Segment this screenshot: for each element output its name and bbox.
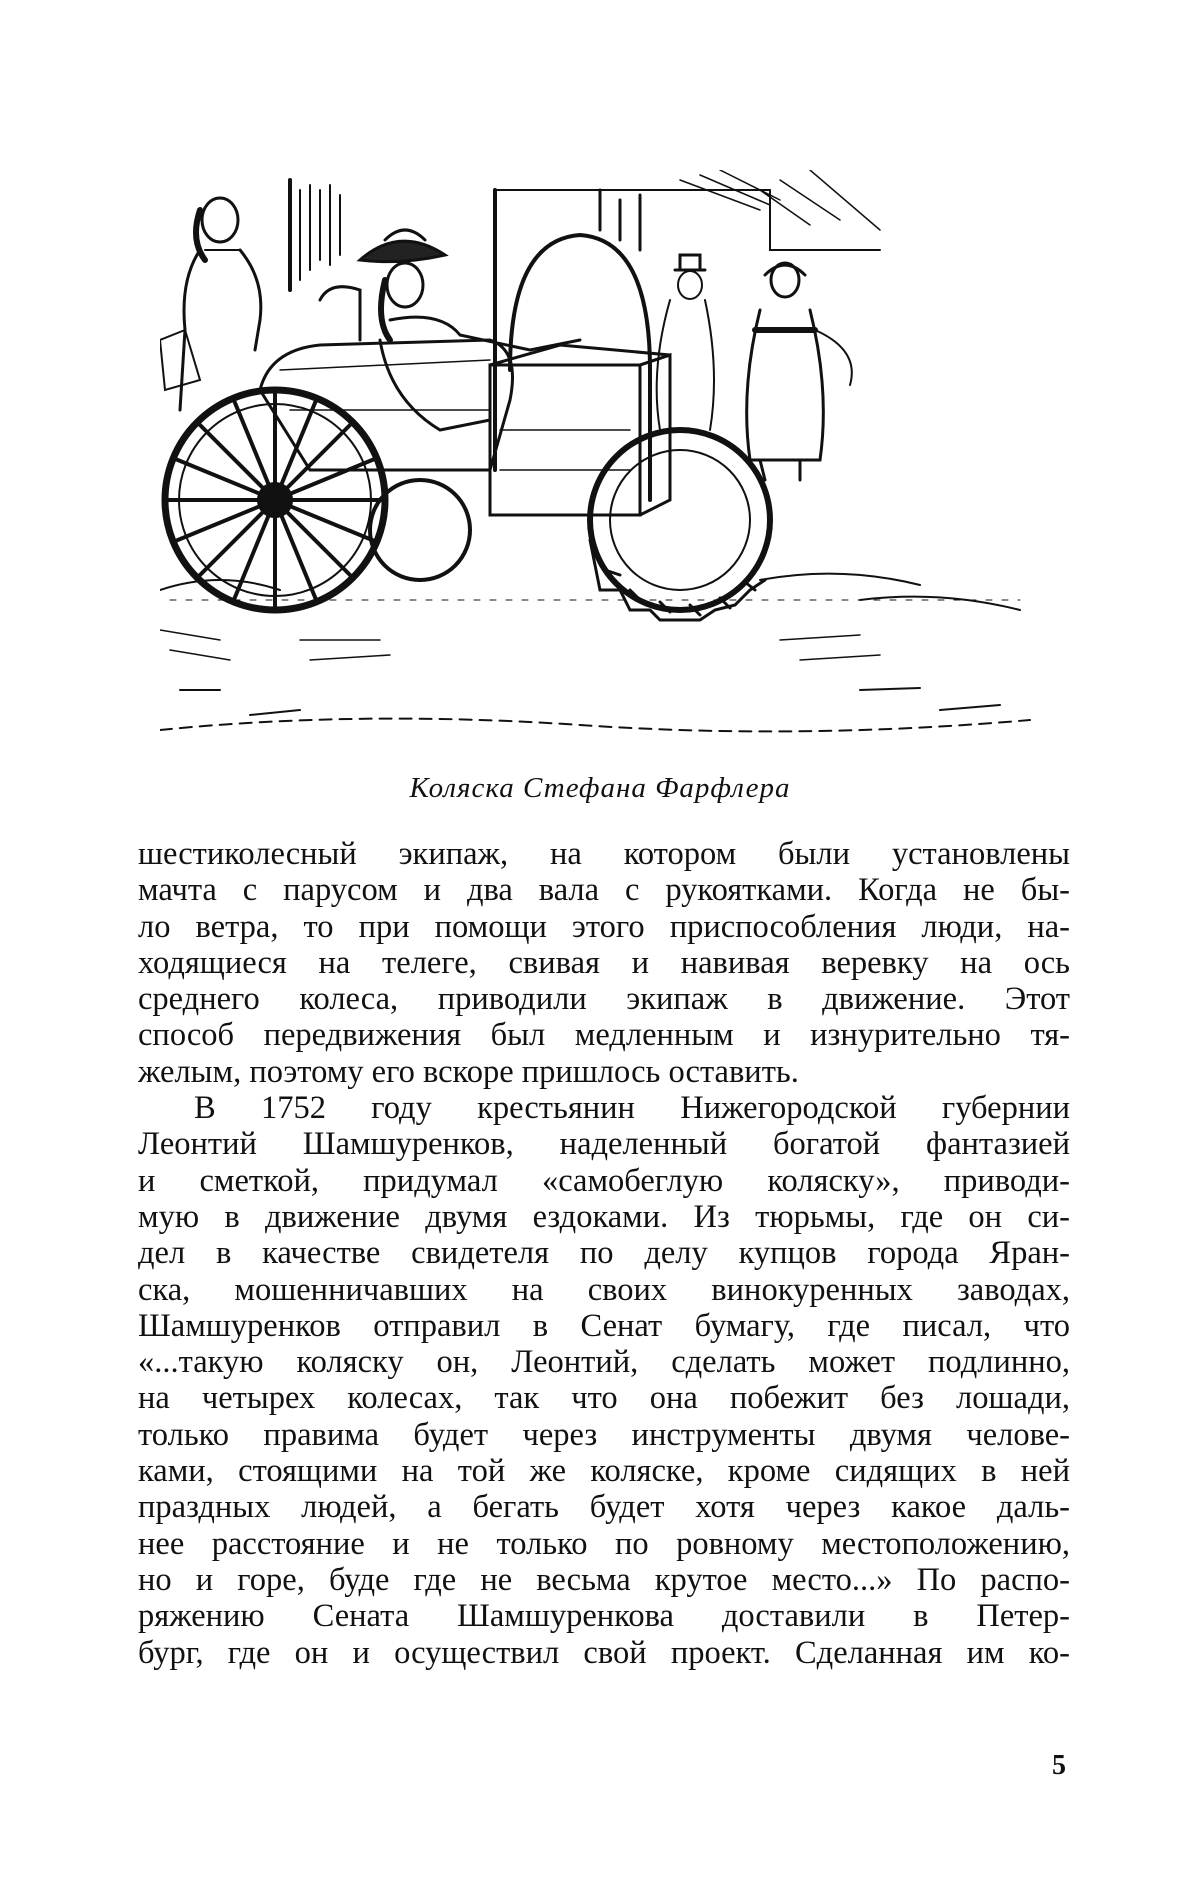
text-line: Леонтий Шамшуренков, наделенный богатой фантазией — [138, 1126, 1070, 1163]
page-number: 5 — [1052, 1750, 1066, 1781]
text-line: В 1752 году крестьянин Нижегородской губернии — [194, 1090, 1070, 1127]
text-line: только правима будет через инструменты двумя челове- — [138, 1416, 1070, 1453]
text-line: способ передвижения был медленным и изнурительно тя- — [138, 1017, 1070, 1054]
text-line: Шамшуренков отправил в Сенат бумагу, где писал, что — [138, 1307, 1070, 1344]
illustration-caption: Коляска Стефана Фарфлера — [409, 772, 791, 804]
text-line: праздных людей, а бегать будет хотя через какое даль- — [138, 1489, 1070, 1526]
text-line: ряжению Сената Шамшуренкова доставили в Петер- — [138, 1598, 1070, 1635]
text-line: ходящиеся на телеге, свивая и навивая веревку на ось — [138, 944, 1070, 981]
text-line: мачта с парусом и два вала с рукоятками. Когда не бы- — [138, 872, 1070, 909]
text-line: и сметкой, придумал «самобеглую коляску», приводи- — [138, 1162, 1070, 1199]
text-line: дел в качестве свидетеля по делу купцов города Яран- — [138, 1235, 1070, 1272]
text-line: ками, стоящими на той же коляске, кроме сидящих в ней — [138, 1453, 1070, 1490]
text-line: ло ветра, то при помощи этого приспособления люди, на- — [138, 908, 1070, 945]
text-line: ска, мошенничавших на своих винокуренных заводах, — [138, 1271, 1070, 1308]
engraving-drawing — [160, 170, 1040, 750]
carriage-illustration — [160, 170, 1040, 750]
text-line: нее расстояние и не только по ровному местоположению, — [138, 1525, 1070, 1562]
text-line: на четырех колесах, так что она побежит без лошади, — [138, 1380, 1070, 1417]
text-line: но и горе, буде где не весьма крутое место...» По распо- — [138, 1561, 1070, 1598]
text-line: среднего колеса, приводили экипаж в движение. Этот — [138, 981, 1070, 1018]
text-line: желым, поэтому его вскоре пришлось оставить. — [138, 1053, 799, 1090]
text-line: «...такую коляску он, Леонтий, сделать может подлинно, — [138, 1344, 1070, 1381]
body-text — [138, 836, 1070, 1671]
text-line: бург, где он и осуществил свой проект. Сделанная им ко- — [138, 1634, 1070, 1671]
text-line: мую в движение двумя ездоками. Из тюрьмы, где он си- — [138, 1198, 1070, 1235]
text-line: шестиколесный экипаж, на котором были установлены — [138, 836, 1070, 872]
